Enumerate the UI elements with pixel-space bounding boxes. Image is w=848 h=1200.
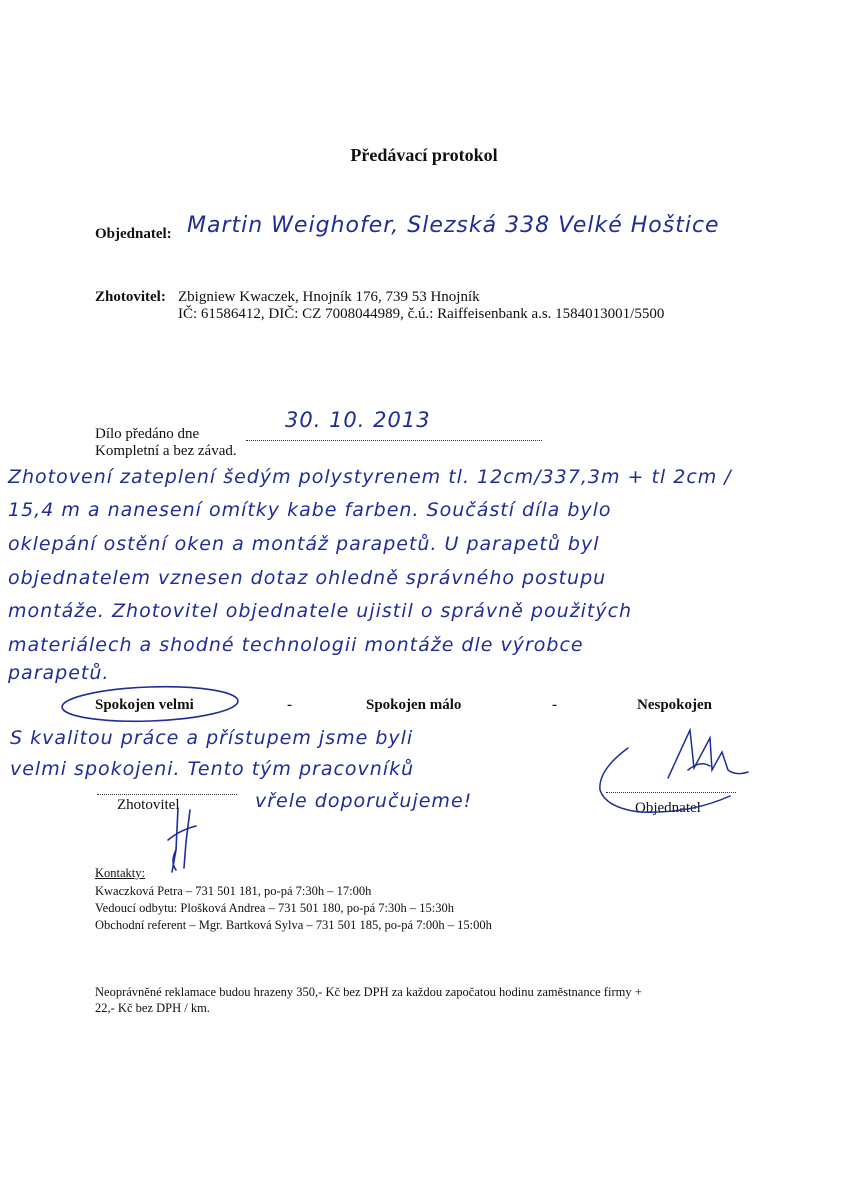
kontakt-line: Vedoucí odbytu: Plošková Andrea – 731 501 180, po-pá 7:30h – 15:30h xyxy=(95,901,454,915)
description-line: parapetů. xyxy=(8,662,110,684)
comment-line: vřele doporučujeme! xyxy=(255,790,473,812)
description-line: materiálech a shodné technologii montáže dle výrobce xyxy=(8,634,584,656)
predano-date: 30. 10. 2013 xyxy=(285,408,431,432)
objednatel-signature-label: Objednatel xyxy=(635,800,701,816)
objednatel-label: Objednatel: xyxy=(95,226,172,242)
option-spokojen-malo: Spokojen málo xyxy=(366,697,462,713)
comment-line: S kvalitou práce a přístupem jsme byli xyxy=(10,727,414,749)
zhotovitel-line2: IČ: 61586412, DIČ: CZ 7008044989, č.ú.: Raiffeisenbank a.s. 1584013001/5500 xyxy=(178,306,665,322)
predano-label: Dílo předáno dne xyxy=(95,426,200,442)
description-line: montáže. Zhotovitel objednatele ujistil o správně použitých xyxy=(8,600,633,622)
separator-dash: - xyxy=(287,697,292,713)
objednatel-value: Martin Weighofer, Slezská 338 Velké Hoštice xyxy=(187,213,720,238)
description-line: objednatelem vznesen dotaz ohledně správného postupu xyxy=(8,567,607,589)
separator-dash: - xyxy=(552,697,557,713)
description-line: 15,4 m a nanesení omítky kabe farben. Součástí díla bylo xyxy=(8,499,612,521)
description-line: Zhotovení zateplení šedým polystyrenem tl. 12cm/337,3m + tl 2cm / xyxy=(8,466,732,488)
option-nespokojen: Nespokojen xyxy=(637,697,713,713)
kontakt-line: Obchodní referent – Mgr. Bartková Sylva – 731 501 185, po-pá 7:00h – 15:00h xyxy=(95,918,492,932)
footer-line: Neoprávněné reklamace budou hrazeny 350,- Kč bez DPH za každou započatou hodinu zaměstnance firmy + xyxy=(95,985,642,999)
zhotovitel-signature xyxy=(168,808,196,872)
kontakty-heading: Kontakty: xyxy=(95,866,145,880)
option-spokojen-velmi: Spokojen velmi xyxy=(95,697,194,713)
description-line: oklepání ostění oken a montáž parapetů. U parapetů byl xyxy=(8,533,600,555)
comment-line: velmi spokojeni. Tento tým pracovníků xyxy=(10,758,415,780)
page-title: Předávací protokol xyxy=(350,145,498,165)
selection-circle xyxy=(61,684,238,724)
footer-line: 22,- Kč bez DPH / km. xyxy=(95,1001,210,1015)
objednatel-signature xyxy=(600,730,748,812)
zhotovitel-signature-label: Zhotovitel xyxy=(117,797,180,813)
zhotovitel-label: Zhotovitel: xyxy=(95,289,166,305)
kontakt-line: Kwaczková Petra – 731 501 181, po-pá 7:30h – 17:00h xyxy=(95,884,372,898)
kompletni-text: Kompletní a bez závad. xyxy=(95,443,237,459)
zhotovitel-line1: Zbigniew Kwaczek, Hnojník 176, 739 53 Hnojník xyxy=(178,289,480,305)
